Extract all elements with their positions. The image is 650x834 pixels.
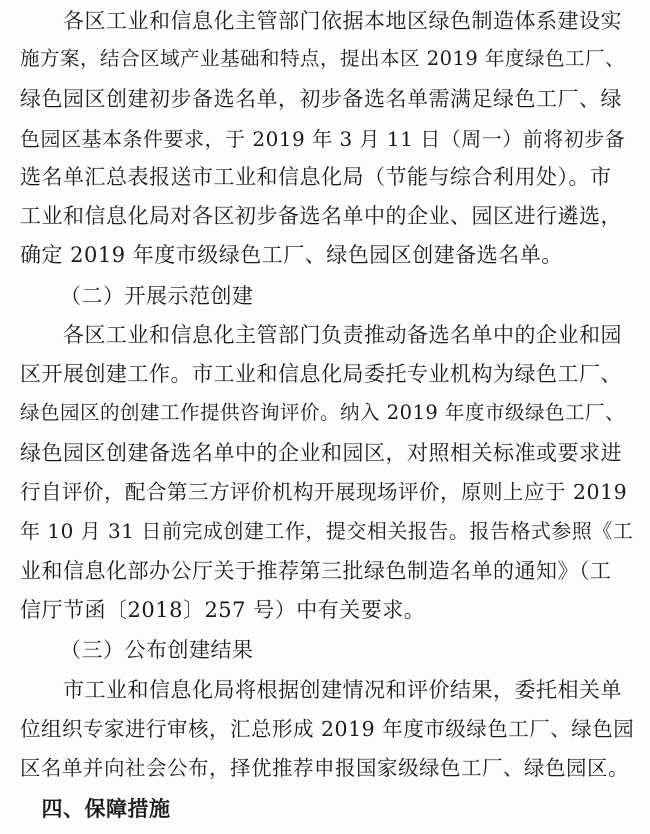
paragraph-1-line-2: 施方案，结合区域产业基础和特点，提出本区 2019 年度绿色工厂、 [20,47,626,70]
section-heading-3: （三）公布创建结果 [60,638,254,662]
paragraph-2-line-5: 行自评价，配合第三方评价机构开展现场评价，原则上应于 2019 [20,480,628,504]
paragraph-2-line-2: 区开展创建工作。市工业和信息化局委托专业机构为绿色工厂、 [20,362,622,386]
paragraph-2-line-6: 年 10 月 31 日前完成创建工作，提交相关报告。报告格式参照《工 [20,519,634,543]
paragraph-1-line-1: 各区工业和信息化主管部门依据本地区绿色制造体系建设实 [20,9,622,33]
paragraph-3-line-2: 位组织专家进行审核，汇总形成 2019 年度市级绿色工厂、绿色园 [20,717,635,741]
paragraph-1-line-6: 工业和信息化局对各区初步备选名单中的企业、园区进行遴选， [20,204,622,228]
paragraph-3-line-1: 市工业和信息化局将根据创建情况和评价结果，委托相关单 [20,678,622,702]
paragraph-1-line-3: 绿色园区创建初步备选名单，初步备选名单需满足绿色工厂、绿 [20,87,622,111]
paragraph-2-line-4: 绿色园区创建备选名单中的企业和园区，对照相关标准或要求进 [20,441,622,465]
paragraph-2-line-7: 业和信息化部办公厅关于推荐第三批绿色制造名单的通知》（工 [20,559,612,583]
section-heading-2: （二）开展示范创建 [60,284,254,308]
paragraph-2-line-3: 绿色园区的创建工作提供咨询评价。纳入 2019 年度市级绿色工厂、 [20,401,626,424]
paragraph-3-line-3: 区名单并向社会公布，择优推荐申报国家级绿色工厂、绿色园区。 [20,756,629,780]
paragraph-1-line-7: 确定 2019 年度市级绿色工厂、绿色园区创建备选名单。 [20,243,563,267]
paragraph-2-line-8: 信厅节函〔2018〕257 号）中有关要求。 [20,598,426,622]
section-heading-4: 四、保障措施 [20,797,171,821]
paragraph-1-line-5: 选名单汇总表报送市工业和信息化局（节能与综合利用处）。市 [20,165,612,189]
paragraph-1-line-4: 色园区基本条件要求，于 2019 年 3 月 11 日（周一）前将初步备 [20,127,626,151]
paragraph-2-line-1: 各区工业和信息化主管部门负责推动备选名单中的企业和园 [20,323,622,347]
